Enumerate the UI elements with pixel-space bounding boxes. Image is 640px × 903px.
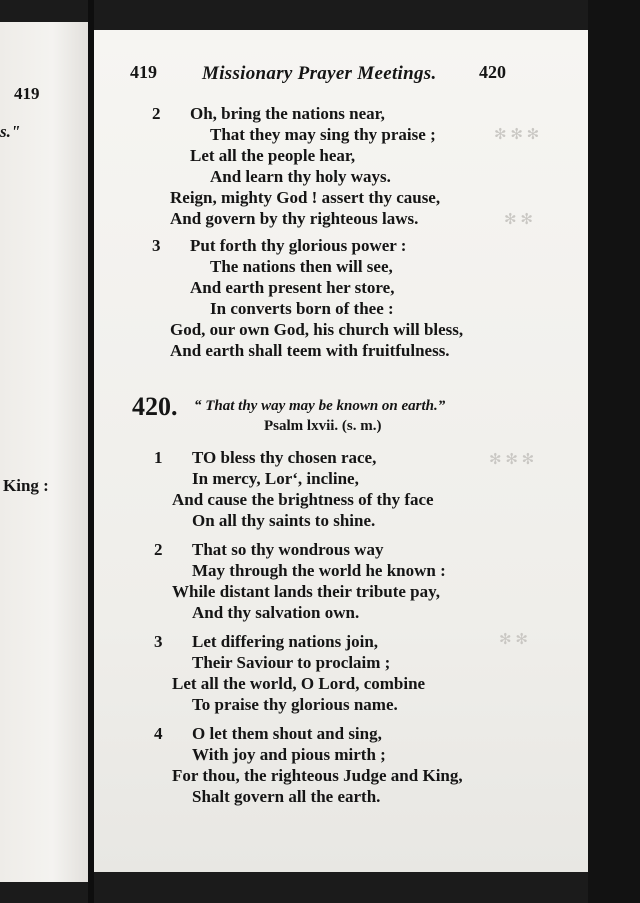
verse-line: May through the world he known :: [192, 561, 446, 580]
verse-line: And thy salvation own.: [192, 603, 360, 622]
scan-border: [588, 0, 640, 903]
verse-line: That so thy wondrous way: [192, 540, 384, 559]
verse-line: And govern by thy righteous laws.: [170, 209, 419, 228]
verse-number: 2: [152, 104, 161, 123]
page-number-left: 419: [130, 62, 157, 82]
verse-line: The nations then will see,: [210, 257, 393, 276]
verse-line: With joy and pious mirth ;: [192, 745, 386, 764]
verse-line: Put forth thy glorious power :: [190, 236, 407, 255]
verse-line: To praise thy glorious name.: [192, 695, 398, 714]
previous-page-text-fragment: s.": [0, 122, 21, 141]
page-number-right: 420: [479, 62, 506, 82]
verse-line: God, our own God, his church will bless,: [170, 320, 464, 339]
verse-number: 3: [152, 236, 161, 255]
verse-line: Let all the world, O Lord, combine: [172, 674, 426, 693]
previous-page-text-fragment: King :: [3, 476, 49, 495]
previous-page-number: 419: [14, 84, 40, 103]
verse-line: Let differing nations join,: [192, 632, 379, 651]
verse-line: O let them shout and sing,: [192, 724, 382, 743]
verse-line: And earth shall teem with fruitfulness.: [170, 341, 450, 360]
running-header: [94, 62, 588, 86]
hymn-title: “ That thy way may be known on earth.”: [194, 398, 446, 414]
bleed-through-decoration: ✻ ✻ ✻: [489, 452, 535, 468]
previous-page-edge: [0, 22, 88, 882]
verse-line: That they may sing thy praise ;: [210, 125, 436, 144]
running-title: Missionary Prayer Meetings.: [202, 63, 437, 84]
verse-line: In converts born of thee :: [210, 299, 394, 318]
verse-line: In mercy, Lor‘, incline,: [192, 469, 359, 488]
verse-number: 3: [154, 632, 163, 651]
verse-line: TO bless thy chosen race,: [192, 448, 377, 467]
bleed-through-decoration: ✻ ✻ ✻: [494, 127, 540, 143]
verse-line: Reign, mighty God ! assert thy cause,: [170, 188, 441, 207]
verse-number: 1: [154, 448, 163, 467]
verse-number: 4: [154, 724, 163, 743]
bleed-through-decoration: ✻ ✻: [499, 632, 528, 648]
verse-line: Shalt govern all the earth.: [192, 787, 381, 806]
verse-line: On all thy saints to shine.: [192, 511, 376, 530]
verse-line: Oh, bring the nations near,: [190, 104, 385, 123]
verse-line: And earth present her store,: [190, 278, 395, 297]
verse-number: 2: [154, 540, 163, 559]
hymn-number: 420.: [132, 392, 178, 421]
verse-line: Their Saviour to proclaim ;: [192, 653, 391, 672]
verse-line: And cause the brightness of thy face: [172, 490, 434, 509]
bleed-through-decoration: ✻ ✻: [504, 212, 533, 228]
verse-line: For thou, the righteous Judge and King,: [172, 766, 463, 785]
verse-line: And learn thy holy ways.: [210, 167, 391, 186]
book-page: [94, 30, 588, 872]
verse-line: Let all the people hear,: [190, 146, 356, 165]
hymn-reference: Psalm lxvii. (s. m.): [264, 418, 382, 434]
verse-line: While distant lands their tribute pay,: [172, 582, 440, 601]
